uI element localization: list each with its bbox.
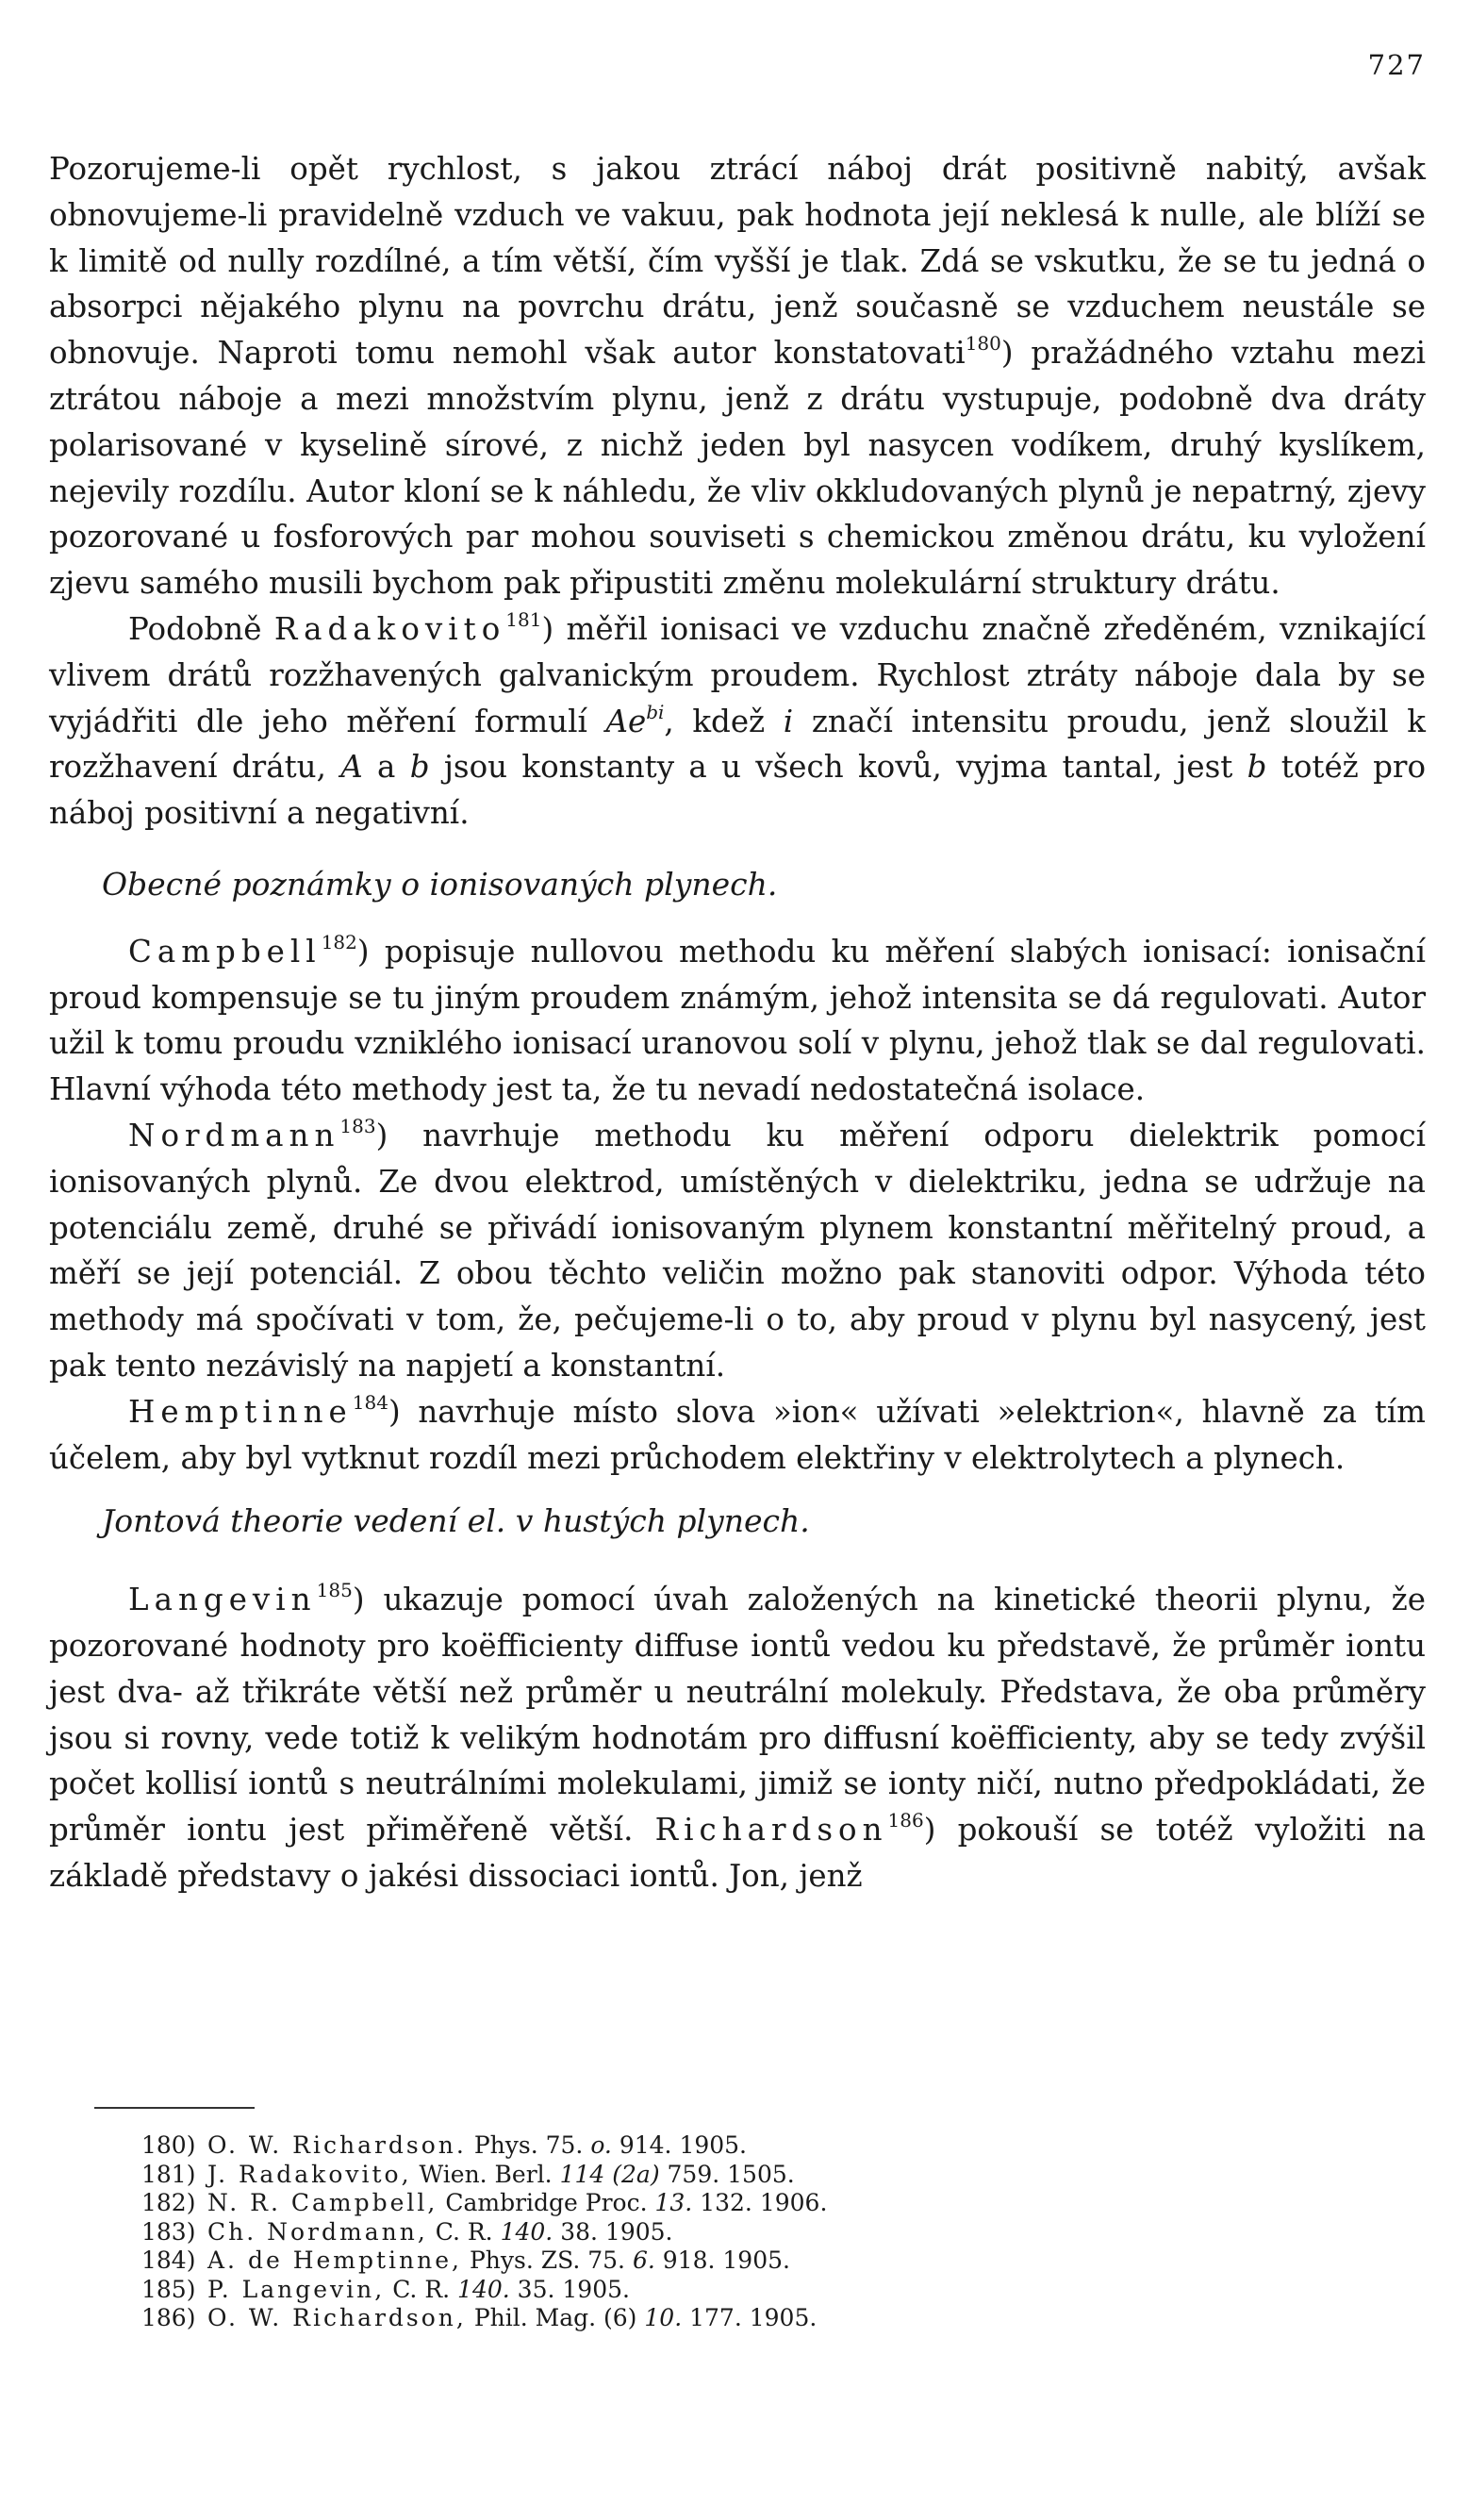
footnote-source: Cambridge Proc.	[445, 2189, 648, 2216]
paragraph-3-text: ) popisuje nullovou methodu ku měření slabých ionisací: ionisační proud kompensuje se tu jiným proudem známým, jehož intensita se dá regulovati. Autor užil k tomu proudu vzniklého ionisací uranovou solí v plynu, jehož tlak se dal regulovati. Hlavní výhoda této methody jest ta, že tu nevadí nedostatečná isolace.	[49, 933, 1426, 1108]
footnote-author: J. Radakovito,	[207, 2160, 412, 2188]
page-number: 727	[1367, 49, 1426, 81]
footnote-mark: 186)	[141, 2304, 196, 2331]
footnote-author: O. W. Richardson.	[207, 2131, 467, 2159]
footnote-pages-year: 35. 1905.	[517, 2275, 630, 2303]
footnote-item	[141, 2246, 827, 2276]
footnote-pages-year: 132. 1906.	[700, 2189, 828, 2216]
paragraph-1	[49, 146, 1426, 606]
formula-exponent: bi	[646, 700, 665, 723]
section-heading-ion-theory: Jontová theorie vedení el. v hustých plynech.	[102, 1502, 810, 1540]
footnote-issue: (2a)	[612, 2160, 660, 2188]
paragraph-2	[49, 606, 1426, 837]
paragraph-6-text: ) ukazuje pomocí úvah založených na kinetické theorii plynu, že pozorované hodnoty pro koëfficienty diffuse iontů vedou ku představě, že průměr iontu jest dva- až třikráte větší než průměr u neutrální molekuly. Představa, že oba průměry jsou si rovny, vede totiž k velikým hodnotám pro diffusní koëfficienty, aby se tedy zvýšil počet kollisí iontů s neutrálními molekulami, jimiž se ionty ničí, nutno předpokládati, že průměr iontu jest přiměřeně větší.	[49, 1582, 1426, 1849]
footnote-volume: 140.	[500, 2217, 553, 2246]
footnote-mark: 184)	[141, 2246, 196, 2274]
author-radakovito: Radakovito	[273, 610, 506, 647]
footnote-author: Ch. Nordmann,	[207, 2217, 428, 2246]
section-heading-ionized-gases: Obecné poznámky o ionisovaných plynech.	[102, 865, 778, 903]
paragraph-4-text: ) navrhuje methodu ku měření odporu dielektrik pomocí ionisovaných plynů. Ze dvou elektrod, umístěných v dielektriku, jedna se udržuje na potenciálu země, druhé se přivádí ionisovaným plynem konstantní měřitelný proud, a měří se její potenciál. Z obou těchto veličin možno pak stanoviti odpor. Výhoda této methody má spočívati v tom, že, pečujeme-li o to, aby proud v plynu byl nasycený, jest pak tento nezávislý na napjetí a konstantní.	[49, 1117, 1426, 1384]
footnote-source: Phys.	[473, 2131, 538, 2159]
footnote-divider	[94, 2107, 255, 2109]
paragraph-6-tail: ) pokouší se totéž vyložiti na základě představy o jakési dissociaci iontů. Jon, jenž	[49, 1812, 1426, 1894]
paragraph-2-text-e: jsou konstanty a u všech kovů, vyjma tantal, jest	[443, 749, 1233, 786]
footnote-pages-year: 914. 1905.	[619, 2131, 748, 2159]
page-body	[49, 146, 1426, 1899]
footnote-volume: 75.	[587, 2246, 625, 2274]
footnote-mark: 185)	[141, 2275, 196, 2303]
footnote-source: C. R.	[435, 2217, 493, 2246]
footnote-author: P. Langevin,	[207, 2275, 386, 2303]
footnote-source: Phil. Mag. (6)	[473, 2304, 637, 2331]
footnote-source: Phys. ZS.	[469, 2246, 581, 2274]
footnote-item	[141, 2161, 827, 2190]
footnote-pages-year: 38. 1905.	[560, 2217, 673, 2246]
paragraph-2-text-f: totéž pro náboj positivní a negativní.	[49, 749, 1427, 832]
author-hemptinne: Hemptinne	[128, 1393, 353, 1430]
footnote-mark: 180)	[141, 2131, 196, 2159]
formula-base: Ae	[605, 703, 647, 739]
paragraph-2-text-b: , kdež	[664, 703, 766, 739]
footnote-ref-181: 181	[505, 607, 542, 631]
footnote-ref-186: 186	[887, 1809, 924, 1832]
footnote-source: C. R.	[392, 2275, 451, 2303]
footnote-ref-180: 180	[965, 332, 1001, 356]
variable-i: i	[783, 703, 794, 739]
variable-b-2: b	[1247, 749, 1267, 786]
footnote-volume: 114	[559, 2160, 605, 2188]
footnote-author: O. W. Richardson,	[207, 2304, 467, 2331]
footnote-ref-184: 184	[352, 1390, 388, 1414]
footnote-source: Wien. Berl.	[419, 2160, 553, 2188]
footnote-author: N. R. Campbell,	[207, 2189, 438, 2216]
author-nordmann: Nordmann	[128, 1117, 340, 1153]
footnote-ref-182: 182	[321, 930, 357, 953]
footnote-item	[141, 2131, 827, 2161]
variable-A: A	[340, 749, 363, 786]
paragraph-1-text-cont: ) pražádného vztahu mezi ztrátou náboje a mezi množstvím plynu, jenž z drátu vystupuje, podobně dva dráty polarisované v kyselině sírové, z nichž jeden byl nasycen vodíkem, druhý kyslíkem, nejevily rozdílu. Autor kloní se k náhledu, že vliv okkludovaných plynů je nepatrný, zjevy pozorované u fosforových par mohou souviseti s chemickou změnou drátu, ku vyložení zjevu samého musili bychom pak připustiti změnu molekulární struktury drátu.	[49, 335, 1426, 602]
paragraph-5	[49, 1389, 1426, 1482]
author-campbell: Campbell	[128, 933, 322, 970]
author-langevin: Langevin	[128, 1582, 317, 1618]
footnote-item	[141, 2304, 827, 2333]
variable-b: b	[409, 749, 430, 786]
footnote-item	[141, 2218, 827, 2247]
footnote-item	[141, 2276, 827, 2305]
footnote-author: A. de Hemptinne,	[207, 2246, 462, 2274]
footnote-issue: o.	[590, 2131, 612, 2159]
footnote-mark: 181)	[141, 2160, 196, 2188]
footnote-mark: 182)	[141, 2189, 196, 2216]
paragraph-2-text-d: a	[377, 749, 396, 786]
footnote-pages-year: 759. 1505.	[667, 2160, 795, 2188]
footnote-mark: 183)	[141, 2217, 196, 2246]
paragraph-1-text: Pozorujeme-li opět rychlost, s jakou ztrácí náboj drát positivně nabitý, avšak obnovujeme-li pravidelně vzduch ve vakuu, pak hodnota její neklesá k nulle, ale blíží se k limitě od nully rozdílné, a tím větší, čím vyšší je tlak. Zdá se vskutku, že se tu jedná o absorpci nějakého plynu na povrchu drátu, jenž současně se vzduchem neustále se obnovuje. Naproti tomu nemohl však autor konstatovati	[49, 151, 1426, 372]
paragraph-4	[49, 1113, 1426, 1389]
paragraph-6	[49, 1577, 1426, 1899]
paragraph-2-text-c: značí intensitu proudu, jenž sloužil k rozžhavení drátu,	[49, 703, 1426, 786]
footnote-volume: 140.	[457, 2275, 510, 2303]
footnote-volume: 10.	[644, 2304, 683, 2331]
paragraph-2-text-a: ) měřil ionisaci ve vzduchu značně zředěném, vznikající vlivem drátů rozžhavených galvanickým proudem. Rychlost ztráty náboje dala by se vyjádřiti dle jeho měření formulí	[49, 610, 1426, 739]
author-richardson: Richardson	[654, 1812, 888, 1849]
footnote-volume: 75.	[545, 2131, 584, 2159]
footnote-pages-year: 918. 1905.	[662, 2246, 790, 2274]
paragraph-2-lead: Podobně	[128, 610, 262, 647]
paragraph-3	[49, 929, 1426, 1113]
footnote-pages-year: 177. 1905.	[689, 2304, 818, 2331]
footnotes	[141, 2131, 827, 2333]
footnote-ref-185: 185	[316, 1579, 353, 1602]
footnote-ref-183: 183	[339, 1114, 376, 1137]
footnote-issue: 6.	[632, 2246, 655, 2274]
paragraph-5-text: ) navrhuje místo slova »ion« užívati »elektrion«, hlavně za tím účelem, aby byl vytknut rozdíl mezi průchodem elektřiny v elektrolytech a plynech.	[49, 1393, 1426, 1476]
footnote-item	[141, 2189, 827, 2218]
footnote-volume: 13.	[654, 2189, 693, 2216]
